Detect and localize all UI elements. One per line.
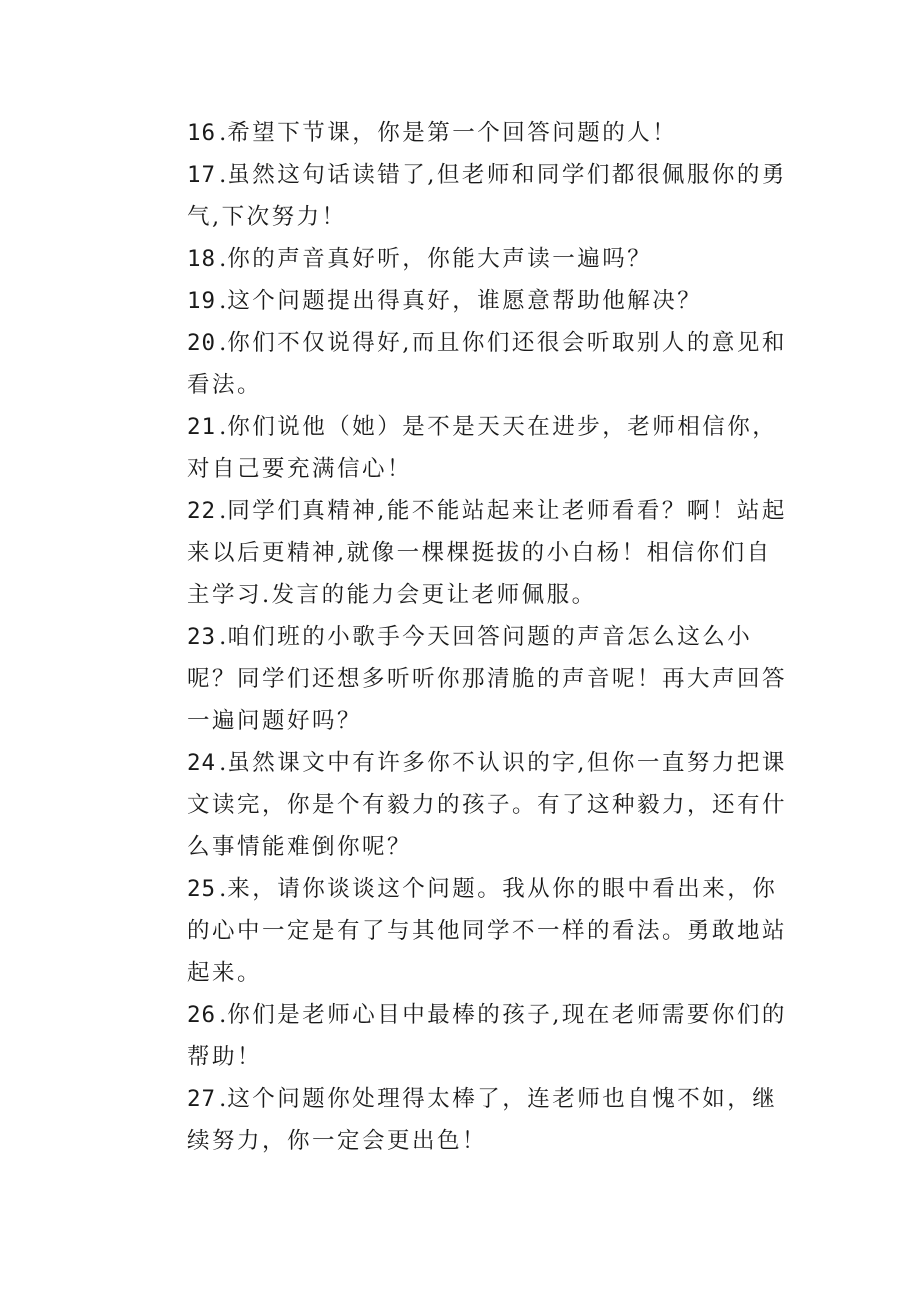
item-number: 23 [187,624,217,650]
item-separator: . [219,246,228,272]
item-number: 17 [187,162,217,188]
item-separator: . [219,288,228,314]
item-separator: . [219,1002,228,1028]
item-text: 你的声音真好听，你能大声读一遍吗？ [227,246,653,272]
item-separator: . [219,120,228,146]
list-item [187,322,787,406]
list-item [187,1078,787,1162]
item-separator: . [219,162,228,188]
item-separator: . [219,1086,228,1112]
item-text: 你们是老师心目中最棒的孩子,现在老师需要你们的帮助！ [187,1002,787,1070]
list-item [187,406,787,490]
item-separator: . [219,876,228,902]
list-item [187,742,787,868]
item-separator: . [219,414,228,440]
item-text: 同学们真精神,能不能站起来让老师看看？啊！站起来以后更精神,就像一棵棵挺拔的小白杨！相信你们自主学习.发言的能力会更让老师佩服。 [187,498,787,608]
item-number: 19 [187,288,217,314]
item-number: 24 [187,750,217,776]
item-number: 18 [187,246,217,272]
item-text: 你们说他（她）是不是天天在进步，老师相信你，对自己要充满信心！ [187,414,778,482]
list-item [187,868,787,994]
document-body [187,112,787,1162]
list-item [187,238,787,280]
list-item [187,616,787,742]
list-item [187,154,787,238]
item-separator: . [219,624,228,650]
item-number: 16 [187,120,217,146]
item-text: 这个问题提出得真好，谁愿意帮助他解决？ [227,288,703,314]
list-item [187,490,787,616]
item-text: 希望下节课，你是第一个回答问题的人！ [227,120,678,146]
item-separator: . [219,330,228,356]
item-number: 22 [187,498,217,524]
list-item [187,994,787,1078]
item-number: 27 [187,1086,217,1112]
item-separator: . [219,750,228,776]
item-number: 25 [187,876,217,902]
item-text: 虽然这句话读错了,但老师和同学们都很佩服你的勇气,下次努力！ [187,162,787,230]
item-number: 20 [187,330,217,356]
item-text: 你们不仅说得好,而且你们还很会听取别人的意见和看法。 [187,330,787,398]
item-number: 21 [187,414,217,440]
list-item [187,112,787,154]
list-item [187,280,787,322]
item-text: 虽然课文中有许多你不认识的字,但你一直努力把课文读完，你是个有毅力的孩子。有了这种毅力，还有什么事情能难倒你呢？ [187,750,788,860]
item-number: 26 [187,1002,217,1028]
item-text: 咱们班的小歌手今天回答问题的声音怎么这么小呢？同学们还想多听听你那清脆的声音呢！再大声回答一遍问题好吗？ [187,624,788,734]
item-text: 这个问题你处理得太棒了，连老师也自愧不如，继续努力，你一定会更出色！ [187,1086,778,1154]
item-text: 来，请你谈谈这个问题。我从你的眼中看出来，你的心中一定是有了与其他同学不一样的看法。勇敢地站起来。 [187,876,788,986]
item-separator: . [219,498,228,524]
